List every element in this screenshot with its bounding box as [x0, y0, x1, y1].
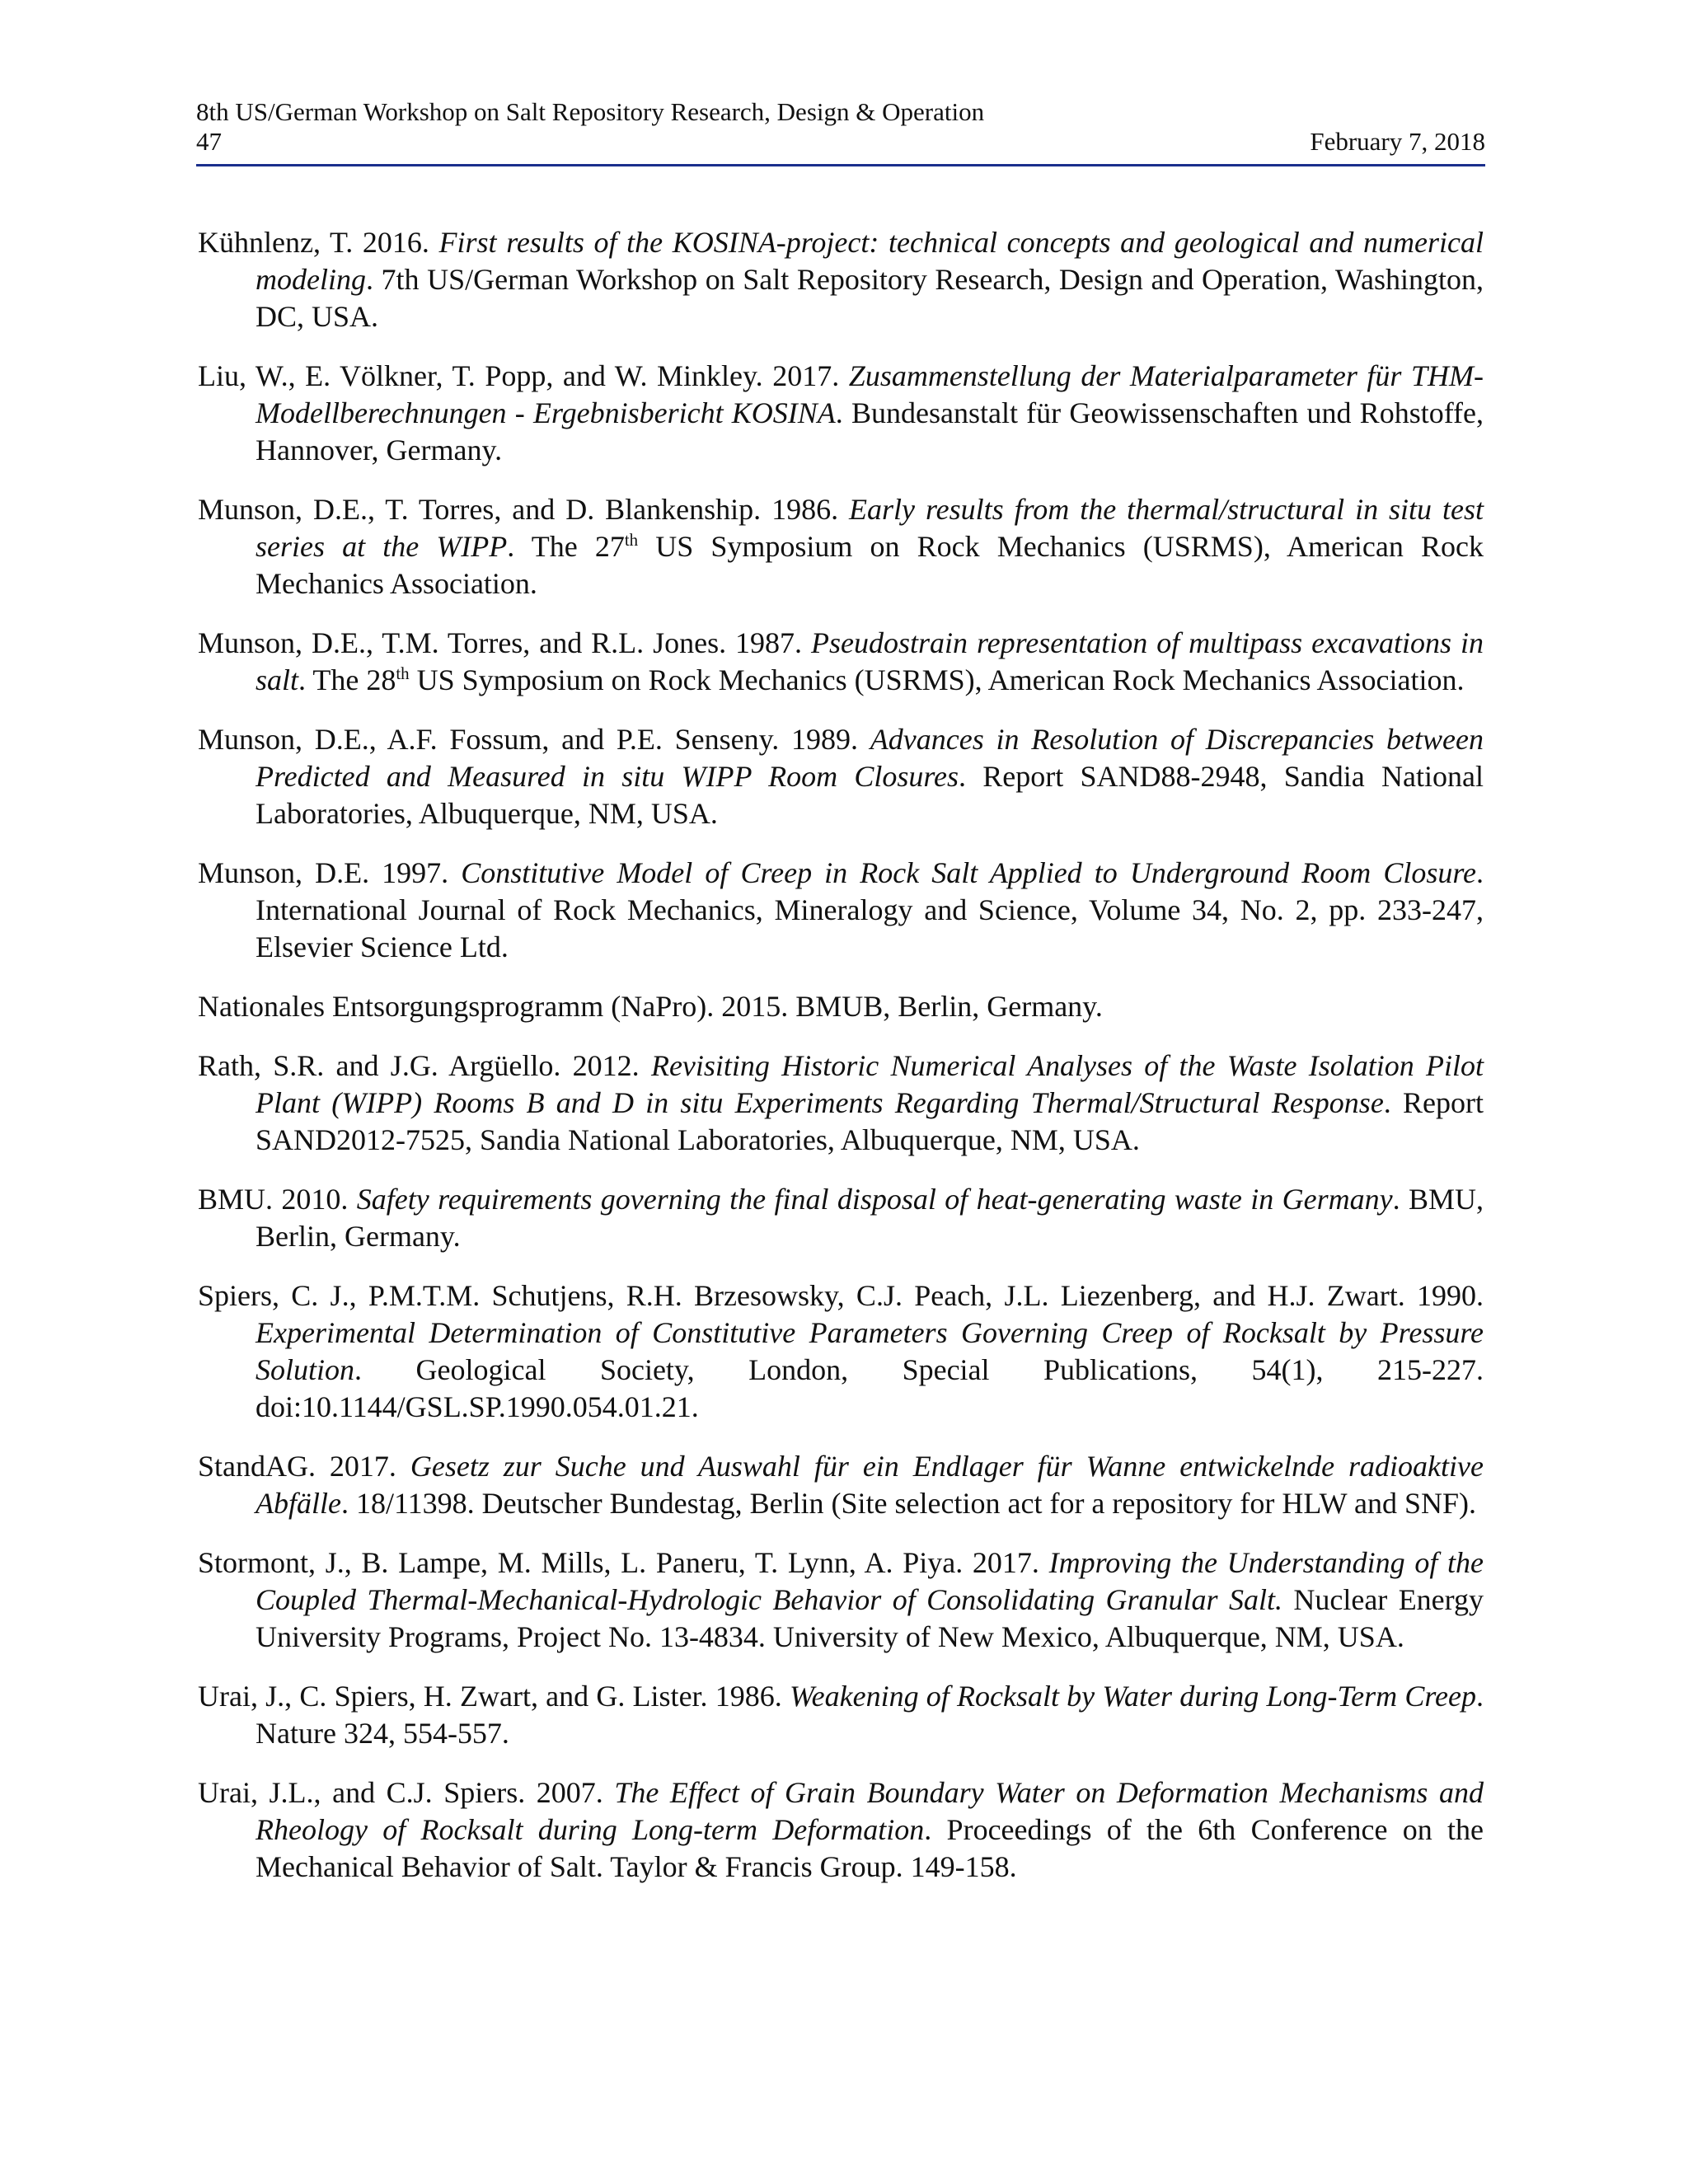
reference-title: Early results from the thermal/structural in situ test series at the WIPP: [256, 493, 1484, 563]
reference-source: . 7th US/German Workshop on Salt Repository Research, Design and Operation, Washington, DC, USA.: [256, 263, 1484, 333]
reference-item: [198, 721, 1484, 832]
reference-title: Gesetz zur Suche und Auswahl für ein Endlager für Wanne entwickelnde radioaktive Abfälle: [256, 1450, 1484, 1520]
reference-source-cont: US Symposium on Rock Mechanics (USRMS), American Rock Mechanics Association.: [256, 530, 1484, 600]
reference-item: [198, 1678, 1484, 1752]
reference-item: [198, 1047, 1484, 1159]
ordinal-suffix: th: [396, 663, 410, 684]
reference-authors: Stormont, J., B. Lampe, M. Mills, L. Paneru, T. Lynn, A. Piya. 2017.: [198, 1546, 1049, 1579]
reference-item: [198, 224, 1484, 335]
reference-authors: BMU. 2010.: [198, 1183, 357, 1216]
reference-authors: Munson, D.E. 1997.: [198, 856, 462, 889]
reference-source: . Report SAND2012-7525, Sandia National Laboratories, Albuquerque, NM, USA.: [256, 1086, 1484, 1156]
reference-item: [198, 855, 1484, 966]
reference-item: [198, 491, 1484, 602]
reference-authors: Urai, J.L., and C.J. Spiers. 2007.: [198, 1776, 615, 1809]
reference-source: . 18/11398. Deutscher Bundestag, Berlin (Site selection act for a repository for HLW and SNF).: [340, 1487, 1477, 1520]
reference-title: Safety requirements governing the final disposal of heat-generating waste in Germany: [356, 1183, 1393, 1216]
reference-title: Advances in Resolution of Discrepancies between Predicted and Measured in situ WIPP Room Closures: [256, 723, 1484, 793]
reference-source: Nuclear Energy University Programs, Project No. 13-4834. University of New Mexico, Albuquerque, NM, USA.: [256, 1583, 1484, 1653]
header-date: February 7, 2018: [1310, 127, 1485, 156]
reference-source: . International Journal of Rock Mechanics, Mineralogy and Science, Volume 34, No. 2, pp. 233-247, Elsevier Science Ltd.: [256, 856, 1484, 963]
reference-authors: Munson, D.E., T.M. Torres, and R.L. Jones. 1987.: [198, 626, 812, 659]
reference-title: Pseudostrain representation of multipass excavations in salt: [256, 626, 1484, 696]
reference-authors: Munson, D.E., T. Torres, and D. Blankenship. 1986.: [198, 493, 850, 526]
reference-authors: Kühnlenz, T. 2016.: [198, 226, 439, 259]
reference-authors: Urai, J., C. Spiers, H. Zwart, and G. Lister. 1986.: [198, 1680, 790, 1713]
reference-authors: Munson, D.E., A.F. Fossum, and P.E. Senseny. 1989.: [198, 723, 870, 756]
reference-item: [198, 1544, 1484, 1656]
header-row: [196, 127, 1485, 157]
reference-title: Improving the Understanding of the Coupled Thermal-Mechanical-Hydrologic Behavior of Consolidating Granular Salt.: [256, 1546, 1484, 1616]
reference-source: . Bundesanstalt für Geowissenschaften und Rohstoffe, Hannover, Germany.: [256, 396, 1484, 466]
reference-source: . Proceedings of the 6th Conference on the Mechanical Behavior of Salt. Taylor & Francis Group. 149-158.: [256, 1813, 1484, 1883]
reference-source: . Geological Society, London, Special Publications, 54(1), 215-227. doi:10.1144/GSL.SP.1990.054.01.21.: [256, 1353, 1484, 1423]
reference-item: [198, 1277, 1484, 1426]
reference-source: . The 27: [507, 530, 625, 563]
reference-source: . Report SAND88-2948, Sandia National Laboratories, Albuquerque, NM, USA.: [256, 760, 1484, 830]
reference-item: [198, 1181, 1484, 1255]
reference-source: . BMU, Berlin, Germany.: [256, 1183, 1484, 1253]
reference-title: Experimental Determination of Constitutive Parameters Governing Creep of Rocksalt by Pressure Solution: [256, 1316, 1484, 1386]
reference-authors: Rath, S.R. and J.G. Argüello. 2012.: [198, 1049, 651, 1082]
reference-item: [198, 1774, 1484, 1886]
reference-title: First results of the KOSINA-project: technical concepts and geological and numerical modeling: [256, 226, 1484, 296]
reference-title: Constitutive Model of Creep in Rock Salt Applied to Underground Room Closure: [461, 856, 1476, 889]
reference-authors: Liu, W., E. Völkner, T. Popp, and W. Minkley. 2017.: [198, 359, 849, 392]
reference-authors: StandAG. 2017.: [198, 1450, 410, 1483]
reference-title: The Effect of Grain Boundary Water on Deformation Mechanisms and Rheology of Rocksalt during Long-term Deformation: [256, 1776, 1484, 1846]
reference-authors: Spiers, C. J., P.M.T.M. Schutjens, R.H. Brzesowsky, C.J. Peach, J.L. Liezenberg, and H.J. Zwart. 1990.: [198, 1279, 1484, 1312]
reference-source: . Nature 324, 554-557.: [256, 1680, 1484, 1750]
reference-source: . The 28: [298, 663, 396, 696]
reference-title: Weakening of Rocksalt by Water during Long-Term Creep: [789, 1680, 1477, 1713]
page-number: 47: [196, 127, 222, 156]
reference-title: Zusammenstellung der Materialparameter für THM-Modellberechnungen - Ergebnisbericht KOSINA: [256, 359, 1484, 429]
reference-item: [198, 625, 1484, 699]
reference-source-cont: US Symposium on Rock Mechanics (USRMS), American Rock Mechanics Association.: [409, 663, 1465, 696]
reference-authors: Nationales Entsorgungsprogramm (NaPro). 2015. BMUB, Berlin, Germany.: [198, 990, 1103, 1023]
page-header: [196, 97, 1485, 157]
reference-item: [198, 1448, 1484, 1522]
reference-title: Revisiting Historic Numerical Analyses of the Waste Isolation Pilot Plant (WIPP) Rooms B and D in situ Experiments Regarding Thermal/Structural Response: [256, 1049, 1484, 1119]
reference-list: [198, 224, 1484, 1908]
header-title: 8th US/German Workshop on Salt Repository Research, Design & Operation: [196, 97, 985, 126]
reference-item: [198, 358, 1484, 469]
ordinal-suffix: th: [624, 530, 639, 551]
header-rule: [196, 164, 1485, 166]
reference-item: [198, 988, 1484, 1025]
